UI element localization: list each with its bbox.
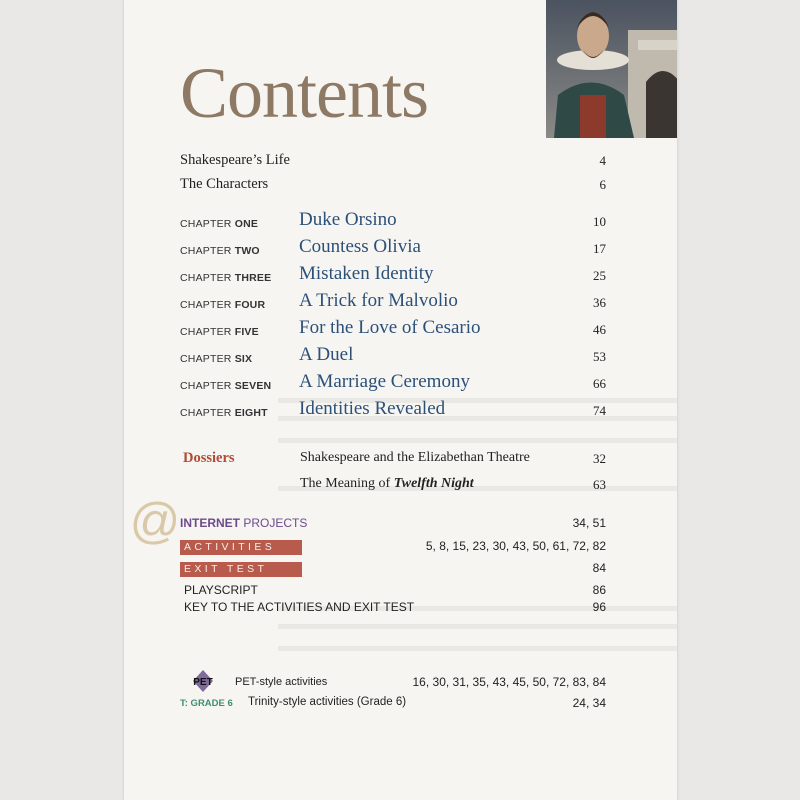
svg-text:PET: PET	[193, 677, 213, 688]
chapter-page: 17	[593, 241, 606, 256]
chapter-entry[interactable]	[180, 398, 606, 422]
dossier-entry[interactable]	[180, 450, 606, 470]
chapter-page: 46	[593, 322, 606, 337]
page-title: Contents	[180, 53, 429, 133]
key-label: KEY TO THE ACTIVITIES AND EXIT TEST	[184, 600, 415, 614]
pet-label: PET-style activities	[235, 676, 328, 688]
entry-page: 6	[599, 177, 606, 192]
playscript-label: PLAYSCRIPT	[184, 583, 258, 597]
playscript-page: 86	[592, 583, 606, 597]
chapter-label: CHAPTER TWO	[180, 245, 260, 257]
chapter-title: Countess Olivia	[299, 236, 421, 257]
contents-entry[interactable]	[180, 176, 606, 193]
chapter-entry[interactable]	[180, 290, 606, 314]
trinity-pages: 24, 34	[572, 696, 606, 710]
activities-banner: ACTIVITIES	[180, 540, 302, 555]
chapter-entry[interactable]	[180, 344, 606, 368]
chapter-entry[interactable]	[180, 317, 606, 341]
exit-test-entry[interactable]	[180, 561, 606, 577]
pet-entry[interactable]	[400, 675, 606, 691]
entry-title: Shakespeare’s Life	[180, 152, 290, 168]
dossier-title: Shakespeare and the Elizabethan Theatre	[300, 450, 530, 465]
contents-entry[interactable]	[180, 152, 606, 169]
activities-entry[interactable]	[180, 539, 606, 555]
entry-page: 4	[599, 153, 606, 168]
chapter-title: Mistaken Identity	[299, 263, 434, 284]
chapter-label: CHAPTER THREE	[180, 272, 272, 284]
trinity-label: Trinity-style activities (Grade 6)	[248, 696, 407, 708]
dossier-page: 32	[593, 451, 606, 466]
chapter-page: 25	[593, 268, 606, 283]
chapter-page: 66	[593, 376, 606, 391]
chapter-page: 74	[593, 403, 606, 418]
chapter-entry[interactable]	[180, 209, 606, 233]
dossier-page: 63	[593, 477, 606, 492]
chapter-title: Duke Orsino	[299, 209, 397, 230]
exit-test-banner: EXIT TEST	[180, 562, 302, 577]
chapter-entry[interactable]	[180, 236, 606, 260]
key-entry[interactable]	[184, 600, 606, 616]
chapter-page: 36	[593, 295, 606, 310]
chapter-label: CHAPTER SIX	[180, 353, 253, 365]
internet-projects-entry[interactable]	[180, 516, 606, 532]
dossiers-heading: Dossiers	[183, 450, 235, 466]
chapter-title: For the Love of Cesario	[299, 317, 481, 338]
chapter-label: CHAPTER SEVEN	[180, 380, 272, 392]
chapter-label: CHAPTER FIVE	[180, 326, 259, 338]
activities-pages: 5, 8, 15, 23, 30, 43, 50, 61, 72, 82	[425, 539, 606, 553]
chapter-label: CHAPTER FOUR	[180, 299, 266, 311]
trinity-entry[interactable]	[500, 696, 606, 712]
chapter-page: 53	[593, 349, 606, 364]
pet-logo-icon	[186, 670, 220, 690]
chapter-title: A Duel	[299, 344, 354, 365]
internet-projects-pages: 34, 51	[572, 516, 606, 530]
chapter-entry[interactable]	[180, 263, 606, 287]
dossier-entry[interactable]	[180, 476, 606, 496]
exit-test-page: 84	[592, 561, 606, 575]
trinity-badge: T: GRADE 6	[180, 698, 233, 709]
chapter-page: 10	[593, 214, 606, 229]
entry-title: The Characters	[180, 176, 269, 192]
chapter-entry[interactable]	[180, 371, 606, 395]
dossier-title: The Meaning of Twelfth Night	[300, 476, 474, 491]
chapter-label: CHAPTER EIGHT	[180, 407, 268, 419]
internet-projects-label: INTERNET PROJECTS	[180, 516, 308, 530]
pet-pages: 16, 30, 31, 35, 43, 45, 50, 72, 83, 84	[412, 675, 606, 689]
chapter-label: CHAPTER ONE	[180, 218, 259, 230]
playscript-entry[interactable]	[184, 583, 606, 599]
key-page: 96	[592, 600, 606, 614]
chapter-title: A Marriage Ceremony	[299, 371, 470, 392]
at-sign-icon: @	[129, 493, 181, 549]
chapter-title: Identities Revealed	[299, 398, 446, 419]
chapter-title: A Trick for Malvolio	[299, 290, 458, 311]
